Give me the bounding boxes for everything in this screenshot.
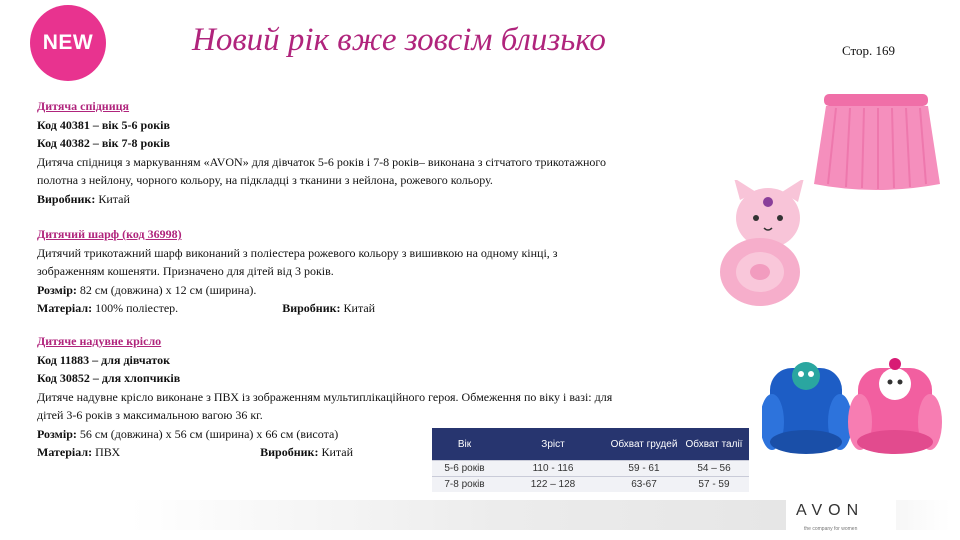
skirt-maker bbox=[37, 190, 677, 209]
table-cell: 54 – 56 bbox=[679, 461, 749, 477]
scarf-size bbox=[37, 281, 677, 300]
blue-chair-image bbox=[762, 350, 850, 456]
page-title: Новий рік вже зовсім близько bbox=[192, 22, 606, 58]
chair-desc-2: дітей 3-6 років з максимальною вагою 36 кг. bbox=[37, 408, 263, 422]
skirt-section bbox=[37, 97, 677, 208]
chair-material-label: Матеріал: bbox=[37, 445, 93, 459]
skirt-code-2: Код 40382 – вік 7-8 років bbox=[37, 136, 170, 150]
chair-size-label: Розмір: bbox=[37, 426, 77, 441]
scarf-section bbox=[37, 225, 677, 318]
chair-size-value: 56 см (довжина) х 56 см (ширина) х 66 см (висота) bbox=[76, 426, 339, 441]
size-col-waist: Обхват талії bbox=[679, 428, 749, 461]
skirt-desc-2: полотна з нейлону, чорного кольору, на підкладці з тканини з нейлона, рожевого кольору. bbox=[37, 173, 493, 187]
table-row bbox=[432, 477, 749, 493]
table-cell: 63-67 bbox=[609, 477, 679, 493]
skirt-desc-1: Дитяча спідниця з маркуванням «AVON» для дівчаток 5-6 років і 7-8 років– виконана з сітчатого трикотажного bbox=[37, 154, 607, 169]
size-table-header bbox=[432, 428, 749, 461]
scarf-material bbox=[37, 299, 677, 318]
scarf-maker-value: Китай bbox=[340, 301, 376, 315]
size-col-height: Зріст bbox=[497, 428, 609, 461]
avon-tagline bbox=[804, 526, 857, 532]
chair-heading: Дитяче надувне крісло bbox=[37, 334, 162, 348]
page-number: Стор. 169 bbox=[842, 43, 896, 58]
scarf-size-label: Розмір: bbox=[37, 282, 77, 297]
chair-material-value: ПВХ bbox=[92, 445, 121, 459]
chair-maker-label: Виробник: bbox=[260, 445, 319, 459]
table-row bbox=[432, 461, 749, 477]
scarf-maker-label: Виробник: bbox=[282, 301, 341, 315]
table-cell: 5-6 років bbox=[432, 461, 497, 477]
skirt-image bbox=[812, 88, 942, 193]
skirt-maker-label: Виробник: bbox=[37, 191, 96, 206]
table-cell: 59 - 61 bbox=[609, 461, 679, 477]
chair-code-2: Код 30852 – для хлопчиків bbox=[37, 371, 181, 385]
tagline-text: the company for women bbox=[804, 526, 858, 532]
avon-logo: AVON bbox=[796, 502, 865, 519]
skirt-heading: Дитяча спідниця bbox=[37, 99, 130, 113]
chair-code-1: Код 11883 – для дівчаток bbox=[37, 352, 170, 367]
table-cell: 7-8 років bbox=[432, 477, 497, 493]
scarf-material-label: Матеріал: bbox=[37, 301, 93, 315]
chair-maker-value: Китай bbox=[318, 445, 354, 459]
scarf-material-value: 100% поліестер. bbox=[92, 301, 179, 315]
size-table bbox=[432, 428, 749, 492]
chair-desc-1: Дитяче надувне крісло виконане з ПВХ із зображенням мультиплікаційного героя. Обмеження по віку і вазі: для bbox=[37, 389, 613, 404]
new-badge-label: NEW bbox=[42, 31, 94, 54]
new-badge bbox=[30, 5, 106, 81]
skirt-maker-value: Китай bbox=[95, 191, 130, 206]
size-col-chest: Обхват грудей bbox=[609, 428, 679, 461]
scarf-desc-2: зображенням кошеняти. Призначено для дітей від 3 років. bbox=[37, 264, 334, 278]
scarf-image bbox=[716, 180, 816, 310]
scarf-size-value: 82 см (довжина) х 12 см (ширина). bbox=[76, 282, 257, 297]
size-col-age: Вік bbox=[432, 428, 497, 461]
scarf-desc-1: Дитячий трикотажний шарф виконаний з поліестера рожевого кольору з вишивкою на одному кінці, з bbox=[37, 245, 558, 260]
skirt-code-1: Код 40381 – вік 5-6 років bbox=[37, 117, 170, 132]
table-cell: 110 - 116 bbox=[497, 461, 609, 477]
table-cell: 57 - 59 bbox=[679, 477, 749, 493]
table-cell: 122 – 128 bbox=[497, 477, 609, 493]
scarf-heading: Дитячий шарф (код 36998) bbox=[37, 227, 182, 241]
pink-chair-image bbox=[848, 350, 942, 456]
